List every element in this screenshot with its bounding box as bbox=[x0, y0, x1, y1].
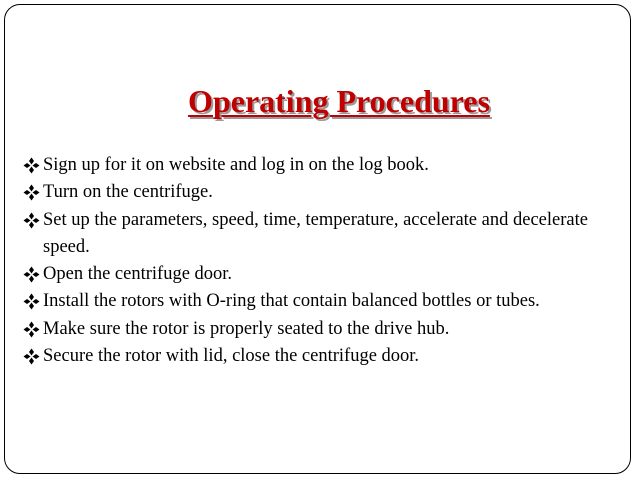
list-item-text: Install the rotors with O-ring that contain balanced bottles or tubes. bbox=[43, 291, 540, 312]
list-item bbox=[23, 261, 613, 288]
diamond-bullet-icon bbox=[23, 293, 40, 310]
list-item-text: Make sure the rotor is properly seated to the drive hub. bbox=[43, 318, 450, 339]
list-item bbox=[23, 179, 613, 206]
list-item-text: Secure the rotor with lid, close the centrifuge door. bbox=[43, 346, 420, 367]
diamond-bullet-icon bbox=[23, 184, 40, 201]
list-item bbox=[23, 343, 613, 370]
list-item bbox=[23, 207, 613, 262]
list-item bbox=[23, 288, 613, 315]
list-item-text: Set up the parameters, speed, time, temperature, accelerate and decelerate speed. bbox=[43, 209, 588, 257]
slide-frame bbox=[4, 4, 631, 474]
list-item-text: Open the centrifuge door. bbox=[43, 264, 233, 285]
list-item bbox=[23, 316, 613, 343]
diamond-bullet-icon bbox=[23, 348, 40, 365]
list-item bbox=[23, 152, 613, 179]
diamond-bullet-icon bbox=[23, 321, 40, 338]
diamond-bullet-icon bbox=[23, 157, 40, 174]
list-item-text: Turn on the centrifuge. bbox=[43, 182, 213, 203]
slide-title: Operating Procedures bbox=[188, 83, 490, 119]
list-item-text: Sign up for it on website and log in on the log book. bbox=[43, 155, 429, 175]
diamond-bullet-icon bbox=[23, 266, 40, 283]
procedure-list bbox=[23, 152, 613, 370]
diamond-bullet-icon bbox=[23, 212, 40, 229]
